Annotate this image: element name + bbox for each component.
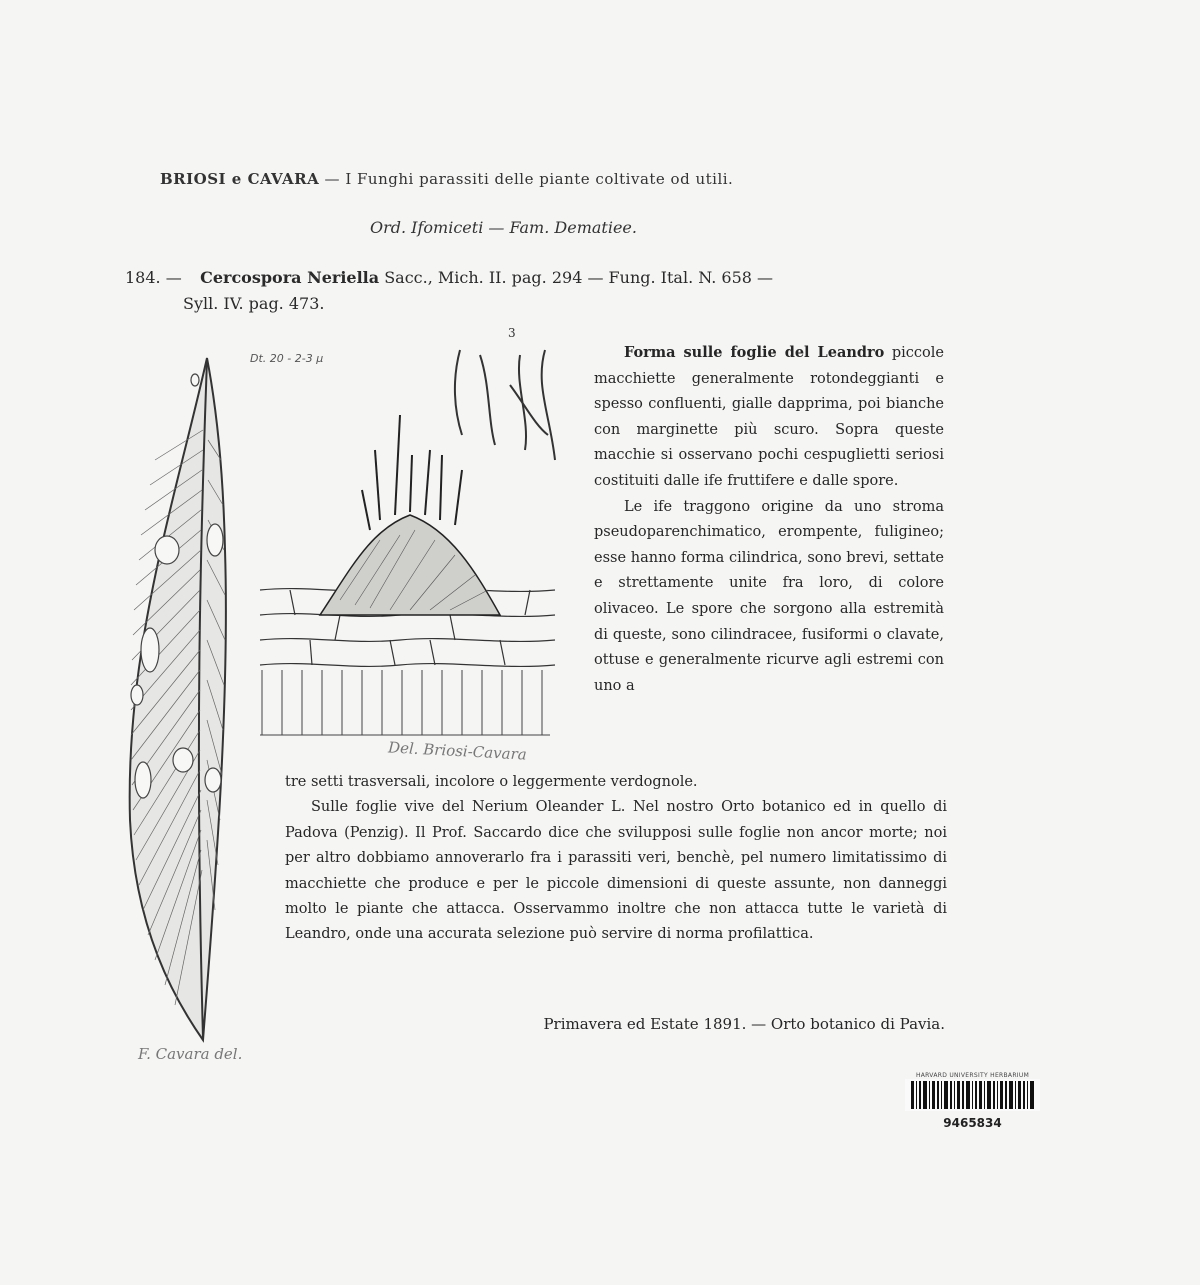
description-paragraph-2: Le ife traggono origine da uno stroma pseudoparenchimatico, erompente, fuligineo; esse hanno forma cilindrica, sono brevi, settate e strettamente unite fra loro, di colore olivaceo. Le spore che sorgono alla estremità di queste, sono cilindracee, fusiformi o clavate, ottuse e generalmente ricurve agli estremi con uno a <box>594 498 944 694</box>
species-name: Cercospora Neriella <box>200 268 380 287</box>
species-entry <box>125 265 955 317</box>
collection-date-location: Primavera ed Estate 1891. — Orto botanico di Pavia. <box>543 1015 945 1033</box>
reference-line-2: Syll. IV. pag. 473. <box>183 294 325 313</box>
reference-line-1: Sacc., Mich. II. pag. 294 — Fung. Ital. N. 658 — <box>384 268 774 287</box>
magnification-note: Dt. 20 - 2-3 μ <box>250 352 324 365</box>
header-authors: BRIOSI e CAVARA <box>160 170 320 188</box>
leaf-artist-signature: F. Cavara del. <box>138 1045 243 1063</box>
herbarium-barcode-label <box>905 1072 1040 1130</box>
description-paragraph-3: Sulle foglie vive del Nerium Oleander L. Nel nostro Orto botanico ed in quello di Padova (Penzig). Il Prof. Saccardo dice che svilupposi sulle foglie non ancor morte; noi per altro dobbiamo annoverarlo fra i parassiti veri, benchè, pel numero limitatissimo di macchiette che produce e per le piccole dimensioni di queste assunte, non danneggi molto le piante che attacca. Osservammo inoltre che non attacca tutte le varietà di Leandro, onde una accurata selezione può servire di norma profilattica. <box>285 799 947 943</box>
taxonomy-subheader: Ord. Ifomiceti — Fam. Dematiee. <box>370 218 637 237</box>
description-lead: Forma sulle foglie del Leandro <box>624 344 885 361</box>
spore-shapes <box>455 350 555 460</box>
description-para2-end: tre setti trasversali, incolore o leggermente verdognole. <box>285 774 698 790</box>
description-para1-text: piccole macchiette generalmente rotondeggianti e spesso confluenti, gialle dapprima, poi bianche con marginette più scuro. Sopra queste macchie si osservano pochi cespuglietti seriosi costituiti dalle ife fruttifere e dalle spore. <box>594 345 944 489</box>
page-header <box>160 170 920 188</box>
oleander-leaf-illustration <box>115 350 235 1050</box>
stroma <box>320 515 500 615</box>
spore-figure-label: 3 <box>508 326 516 340</box>
barcode-institution: HARVARD UNIVERSITY HERBARIUM <box>915 1072 1030 1079</box>
description-paragraph-1 <box>594 340 944 495</box>
barcode-icon <box>905 1079 1040 1111</box>
header-dash: — <box>324 170 341 188</box>
microscope-artist-signature: Del. Briosi-Cavara <box>387 738 528 764</box>
description-column <box>594 340 944 699</box>
description-wide-block <box>285 770 947 948</box>
entry-number: 184. — <box>125 268 182 287</box>
spores-illustration <box>440 325 580 485</box>
palisade-cells <box>260 670 550 735</box>
barcode-number: 9465834 <box>943 1116 1002 1130</box>
header-title: I Funghi parassiti delle piante coltivate od utili. <box>345 170 734 188</box>
